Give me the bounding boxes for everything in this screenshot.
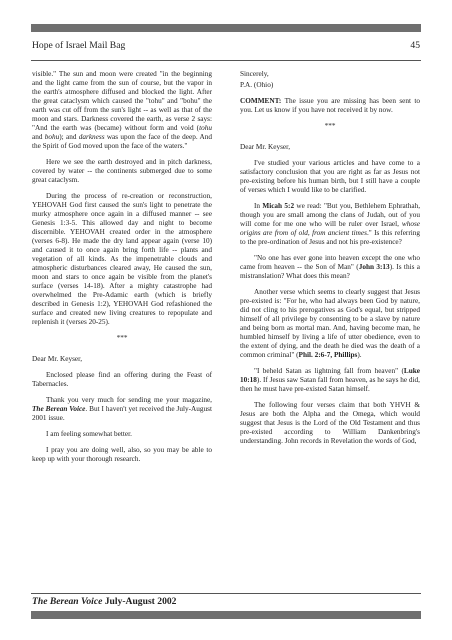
left-paragraph-3: During the process of re-creation or reconstruction, YEHOVAH God first caused the sun's light to penetrate the murky atmosphere once again in a diffused manner -- see Genesis 1:3-5. This allowed day and night to become discernible. YEHOVAH created order in the atmosphere (verses 6-8). He made the dry land appear again (verse 10) and caused it to once again bring forth life -- plants and vegetation of all kinds. As the impenetrable clouds and atmospheric disturbances cleared away, He caused the sun, moon and stars to once again be visible from the planet's surface (verses 14-18). After a mighty catastrophe had overwhelmed the Pre-Adamic earth (which is briefly described in Genesis 1:2), YEHOVAH God refashioned the surface and created new living creatures to repopulate and replenish it (verses 20-25).: [32, 192, 212, 326]
header-bar: [31, 24, 421, 32]
left-paragraph-4: Enclosed please find an offering during the Feast of Tabernacles.: [32, 371, 212, 388]
letter-salutation: Dear Mr. Keyser,: [240, 143, 291, 151]
page-footer: [32, 596, 176, 607]
left-paragraph-1: visible." The sun and moon were created "in the beginning and the light came from the sun of course, but the vapor in the earth's atmosphere diffused and blocked the light. After the great cataclysm which caused the "tohu" and "bohu" the earth was cut off from the sun's light -- as well as that of the moon and stars. Darkness covered the earth, as verse 2 says: "And the earth was (became) without form and void (tohu and bohu); and darkness was upon the face of the deep. And the Spirit of God moved upon the face of the waters.": [32, 70, 213, 150]
left-paragraph-2: Here we see the earth destroyed and in pitch darkness, covered by water -- the continents submerged due to some great cataclysm.: [32, 158, 212, 184]
right-paragraph-3: "No one has ever gone into heaven except the one who came from heaven -- the Son of Man" (John 3:13). Is this a mistranslation? What does this mean?: [240, 254, 421, 280]
header-rule: [31, 60, 421, 61]
right-paragraph-2: In Micah 5:2 we read: "But you, Bethlehem Ephrathah, though you are small among the clans of Judah, out of you will come for me one who will be ruler over Israel, whose origins are from of old, from ancient times." Is this referring to the pre-ordination of Jesus and not his pre-existence?: [240, 202, 421, 246]
section-separator: ***: [116, 334, 128, 342]
magazine-name: The Berean Voice: [32, 596, 103, 607]
right-column: [240, 70, 420, 585]
page-number: 45: [410, 40, 420, 51]
left-paragraph-5: Thank you very much for sending me your magazine, The Berean Voice. But I haven't yet received the July-August 2001 issue.: [32, 396, 212, 422]
left-paragraph-7: I pray you are doing well, also, so you may be able to keep up with your thorough research.: [32, 446, 212, 463]
footer-bar: [31, 611, 421, 619]
page-header: [32, 40, 420, 56]
right-paragraph-4: Another verse which seems to clearly suggest that Jesus pre-existed is: "For he, who had always been God by nature, did not cling to his prerogatives as God's equal, but stripped himself of all privilege by consenting to be a slave by nature and being born as mortal man. And, having become man, he humbled himself by living a life of utter obedience, even to the extent of dying, and the death he died was the death of a common criminal" (Phil. 2:6-7, Phillips).: [240, 288, 420, 359]
footer-rule: [31, 593, 421, 594]
right-paragraph-5: "I beheld Satan as lightning fall from heaven" (Luke 10:18). If Jesus saw Satan fall from heaven, as he says he did, then he must have pre-existed Satan himself.: [240, 367, 420, 393]
letter-closing: Sincerely,: [240, 70, 269, 78]
section-separator: ***: [324, 122, 336, 130]
letter-salutation: Dear Mr. Keyser,: [32, 355, 83, 363]
editor-comment: COMMENT: The issue you are missing has been sent to you. Let us know if you have not received it by now.: [240, 97, 420, 114]
right-paragraph-6: The following four verses claim that both YHVH & Jesus are both the Alpha and the Omega, which would suggest that Jesus is the Lord of the Old Testament and thus pre-existed according to William Dankenbring's understanding. John records in Revelation the words of God,: [240, 401, 420, 445]
left-column: [32, 70, 212, 585]
running-title: Hope of Israel Mail Bag: [32, 40, 126, 51]
left-paragraph-6: I am feeling somewhat better.: [46, 430, 132, 438]
right-paragraph-1: I've studied your various articles and have come to a satisfactory conclusion that you are right as far as Jesus not pre-existing before his human birth, but I still have a couple of verses which I would like to be clarified.: [240, 159, 420, 194]
issue-date: July-August 2002: [102, 596, 177, 607]
letter-sender: P.A. (Ohio): [240, 81, 274, 89]
